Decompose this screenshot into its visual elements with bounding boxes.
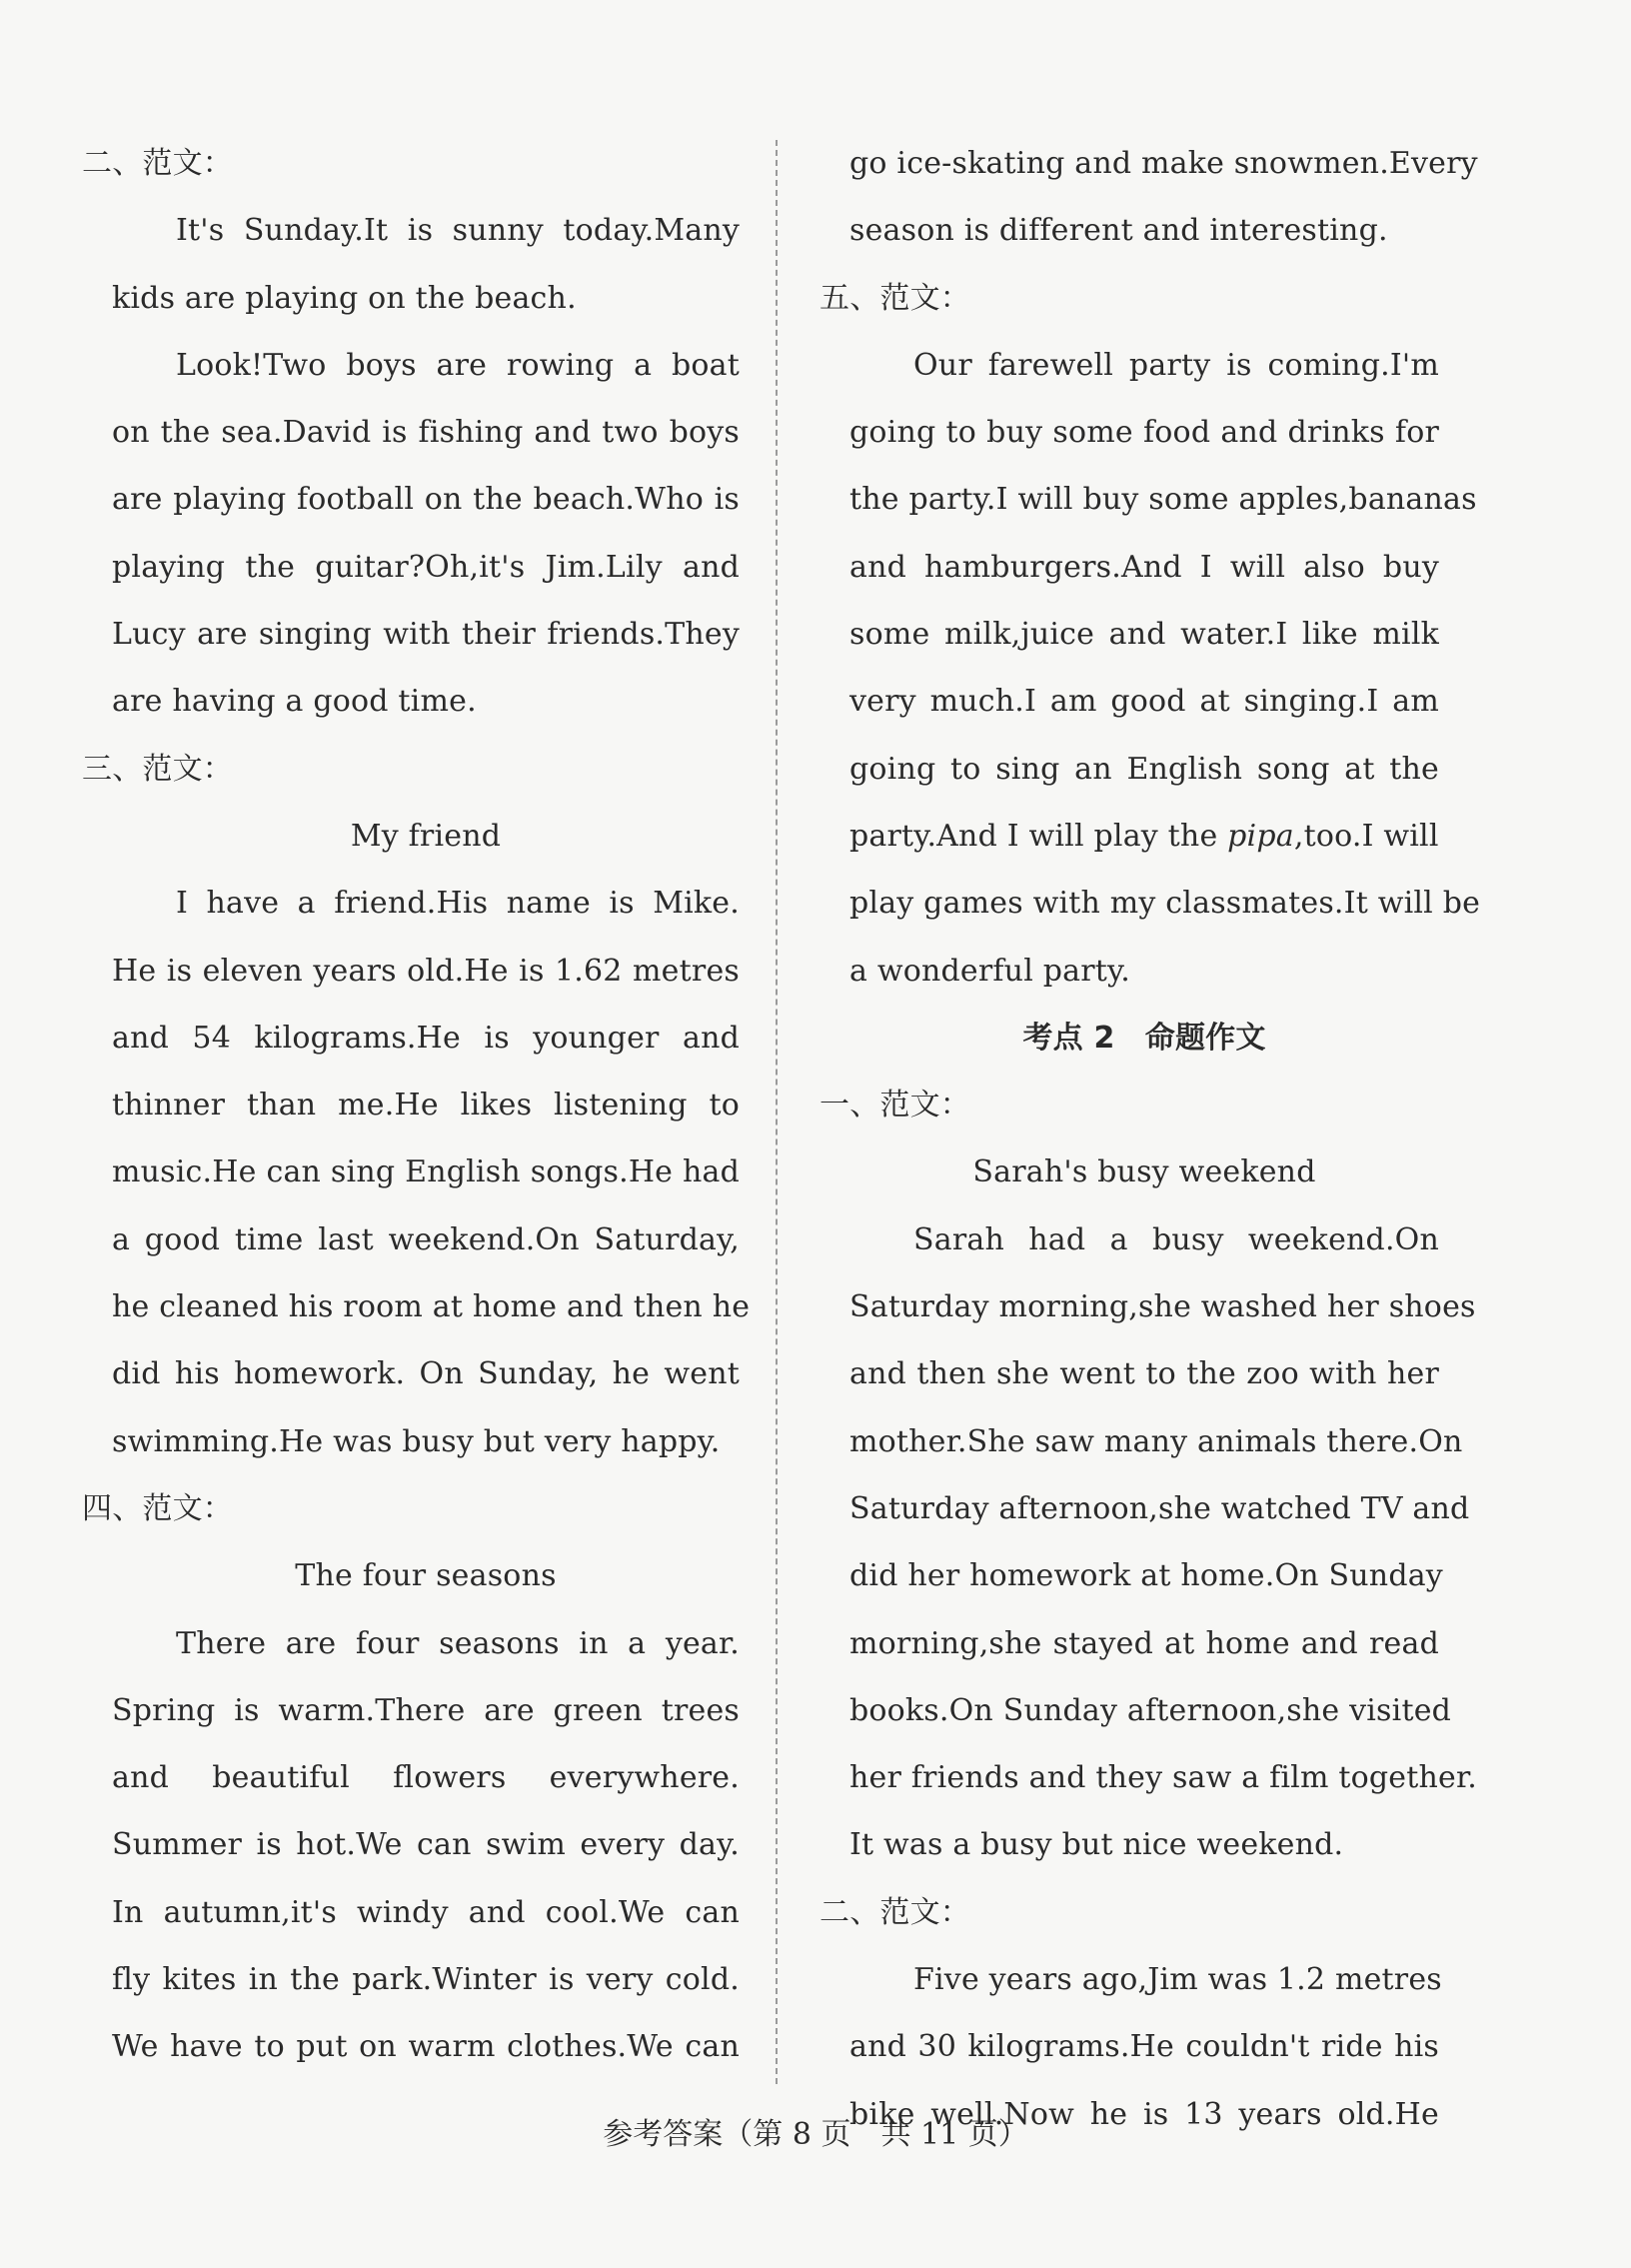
section-3-heading: 三、范文：	[82, 751, 233, 787]
essay-title-four-seasons: The four seasons	[295, 1558, 557, 1594]
essay-line: Sarah had a busy weekend.On	[913, 1221, 1439, 1257]
kaodian-2-title: 考点 2 命题作文	[1022, 1020, 1266, 1056]
essay-line: on the sea.David is fishing and two boys	[112, 415, 740, 451]
page-footer: 参考答案（第 8 页 共 11 页）	[603, 2117, 1028, 2152]
essay-line: It's Sunday.It is sunny today.Many	[176, 213, 740, 249]
essay-line: a wonderful party.	[849, 953, 1130, 989]
essay-line: kids are playing on the beach.	[112, 280, 577, 316]
essay-line: her friends and they saw a film together.	[849, 1760, 1477, 1796]
essay-line: going to buy some food and drinks for	[849, 415, 1439, 451]
pipa-italic: pipa	[1227, 818, 1294, 854]
essay-line: Summer is hot.We can swim every day.	[112, 1827, 740, 1863]
essay-line: are having a good time.	[112, 684, 477, 720]
essay-line: playing the guitar?Oh,it's Jim.Lily and	[112, 549, 740, 585]
essay-line: Saturday morning,she washed her shoes	[849, 1289, 1476, 1325]
essay-line: Look!Two boys are rowing a boat	[176, 347, 740, 383]
essay-line: and beautiful flowers everywhere.	[112, 1760, 740, 1796]
essay-text: party.And I will play the	[849, 818, 1228, 854]
essay-line: bike well.Now he is 13 years old.He	[849, 2096, 1439, 2132]
essay-line: very much.I am good at singing.I am	[849, 684, 1439, 720]
essay-line: fly kites in the park.Winter is very cold.	[112, 1962, 740, 1998]
essay-line: some milk,juice and water.I like milk	[849, 617, 1439, 653]
essay-line: It was a busy but nice weekend.	[849, 1827, 1344, 1863]
k1-heading: 一、范文：	[819, 1088, 970, 1124]
essay-line: and hamburgers.And I will also buy	[849, 549, 1439, 585]
section-2-heading: 二、范文：	[82, 146, 233, 181]
essay-line: Five years ago,Jim was 1.2 metres	[913, 1962, 1442, 1998]
essay-title-my-friend: My friend	[350, 818, 502, 854]
essay-line: and then she went to the zoo with her	[849, 1356, 1439, 1392]
essay-line: We have to put on warm clothes.We can	[112, 2029, 740, 2065]
essay-line	[849, 803, 1439, 870]
essay-line: and 54 kilograms.He is younger and	[112, 1020, 740, 1056]
essay-line: did her homework at home.On Sunday	[849, 1558, 1443, 1594]
essay-line: and 30 kilograms.He couldn't ride his	[849, 2029, 1439, 2065]
essay-line: Saturday afternoon,she watched TV and	[849, 1490, 1470, 1526]
essay-line: In autumn,it's windy and cool.We can	[112, 1894, 740, 1930]
essay-line: he cleaned his room at home and then he	[112, 1289, 751, 1325]
k2-heading: 二、范文：	[819, 1894, 970, 1930]
essay-line: play games with my classmates.It will be	[849, 886, 1481, 922]
section-5-heading: 五、范文：	[819, 280, 970, 316]
essay-line: mother.She saw many animals there.On	[849, 1423, 1463, 1459]
essay-line: going to sing an English song at the	[849, 751, 1439, 787]
essay-line: books.On Sunday afternoon,she visited	[849, 1692, 1452, 1728]
essay-line: Spring is warm.There are green trees	[112, 1692, 740, 1728]
essay-line: the party.I will buy some apples,bananas	[849, 482, 1477, 518]
essay-line: are playing football on the beach.Who is	[112, 482, 740, 518]
essay-line: season is different and interesting.	[849, 213, 1388, 249]
column-divider	[776, 140, 778, 2084]
essay-line: did his homework. On Sunday, he went	[112, 1356, 740, 1392]
essay-line: thinner than me.He likes listening to	[112, 1088, 740, 1124]
essay-line: Our farewell party is coming.I'm	[913, 347, 1439, 383]
essay-title-sarah: Sarah's busy weekend	[972, 1154, 1316, 1190]
essay-line: go ice-skating and make snowmen.Every	[849, 146, 1478, 181]
essay-line: swimming.He was busy but very happy.	[112, 1423, 721, 1459]
essay-line: There are four seasons in a year.	[176, 1625, 740, 1661]
essay-line: morning,she stayed at home and read	[849, 1625, 1439, 1661]
essay-line: music.He can sing English songs.He had	[112, 1154, 740, 1190]
section-4-heading: 四、范文：	[82, 1490, 233, 1526]
essay-text: ,too.I will	[1293, 818, 1439, 854]
left-column	[82, 130, 751, 2081]
essay-line: a good time last weekend.On Saturday,	[112, 1221, 740, 1257]
right-column	[819, 130, 1481, 2148]
essay-line: Lucy are singing with their friends.They	[112, 617, 740, 653]
essay-line: I have a friend.His name is Mike.	[176, 886, 740, 922]
essay-line: He is eleven years old.He is 1.62 metres	[112, 953, 740, 989]
